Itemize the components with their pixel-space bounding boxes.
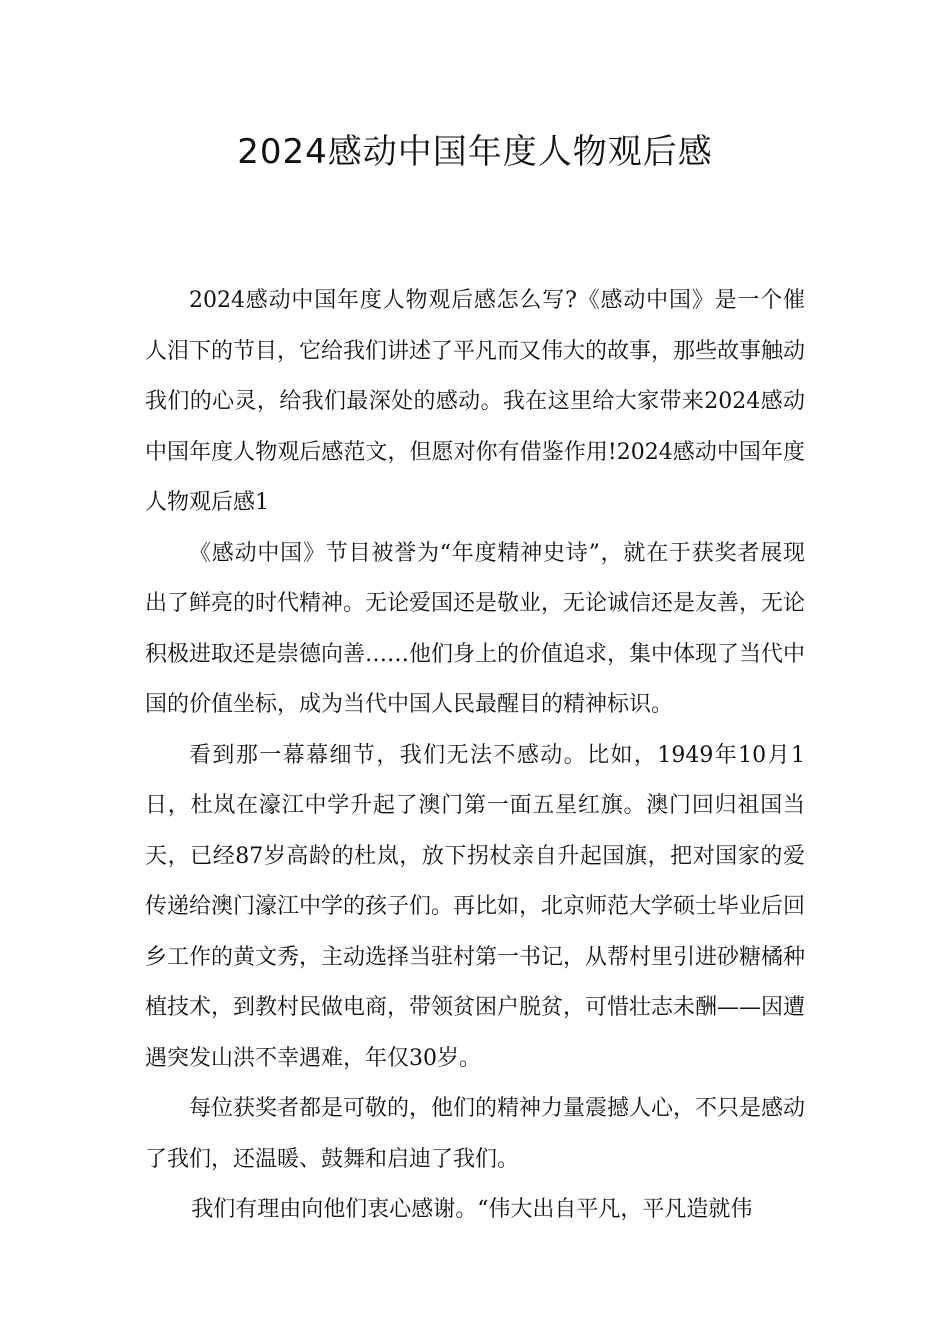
document-title: 2024感动中国年度人物观后感 xyxy=(237,132,713,172)
paragraph-details: 看到那一幕幕细节，我们无法不感动。比如，1949年10月1日，杜岚在濠江中学升起了澳门第一面五星红旗。澳门回归祖国当天，已经87岁高龄的杜岚，放下拐杖亲自升起国旗，把对国家的爱传递给澳门濠江中学的孩子们。再比如，北京师范大学硕士毕业后回乡工作的黄文秀，主动选择当驻村第一书记，从帮村里引进砂糖橘种植技术，到教村民做电商，带领贫困户脱贫，可惜壮志未酬——因遭遇突发山洪不幸遇难，年仅30岁。 xyxy=(145,742,806,1071)
paragraph-respect: 每位获奖者都是可敬的，他们的精神力量震撼人心，不只是感动了我们，还温暖、鼓舞和启迪了我们。 xyxy=(145,1096,806,1172)
paragraph-spirit: 《感动中国》节目被誉为“年度精神史诗”，就在于获奖者展现出了鲜亮的时代精神。无论爱国还是敬业，无论诚信还是友善，无论积极进取还是崇德向善……他们身上的价值追求，集中体现了当代中国的价值坐标，成为当代中国人民最醒目的精神标识。 xyxy=(145,540,806,717)
paragraph-intro: 2024感动中国年度人物观后感怎么写?《感动中国》是一个催人泪下的节目，它给我们讲述了平凡而又伟大的故事，那些故事触动我们的心灵，给我们最深处的感动。我在这里给大家带来2024感动中国年度人物观后感范文，但愿对你有借鉴作用!2024感动中国年度人物观后感1 xyxy=(145,288,806,515)
document-body xyxy=(145,276,805,1236)
paragraph-thanks: 我们有理由向他们衷心感谢。“伟大出自平凡，平凡造就伟 xyxy=(191,1197,753,1222)
